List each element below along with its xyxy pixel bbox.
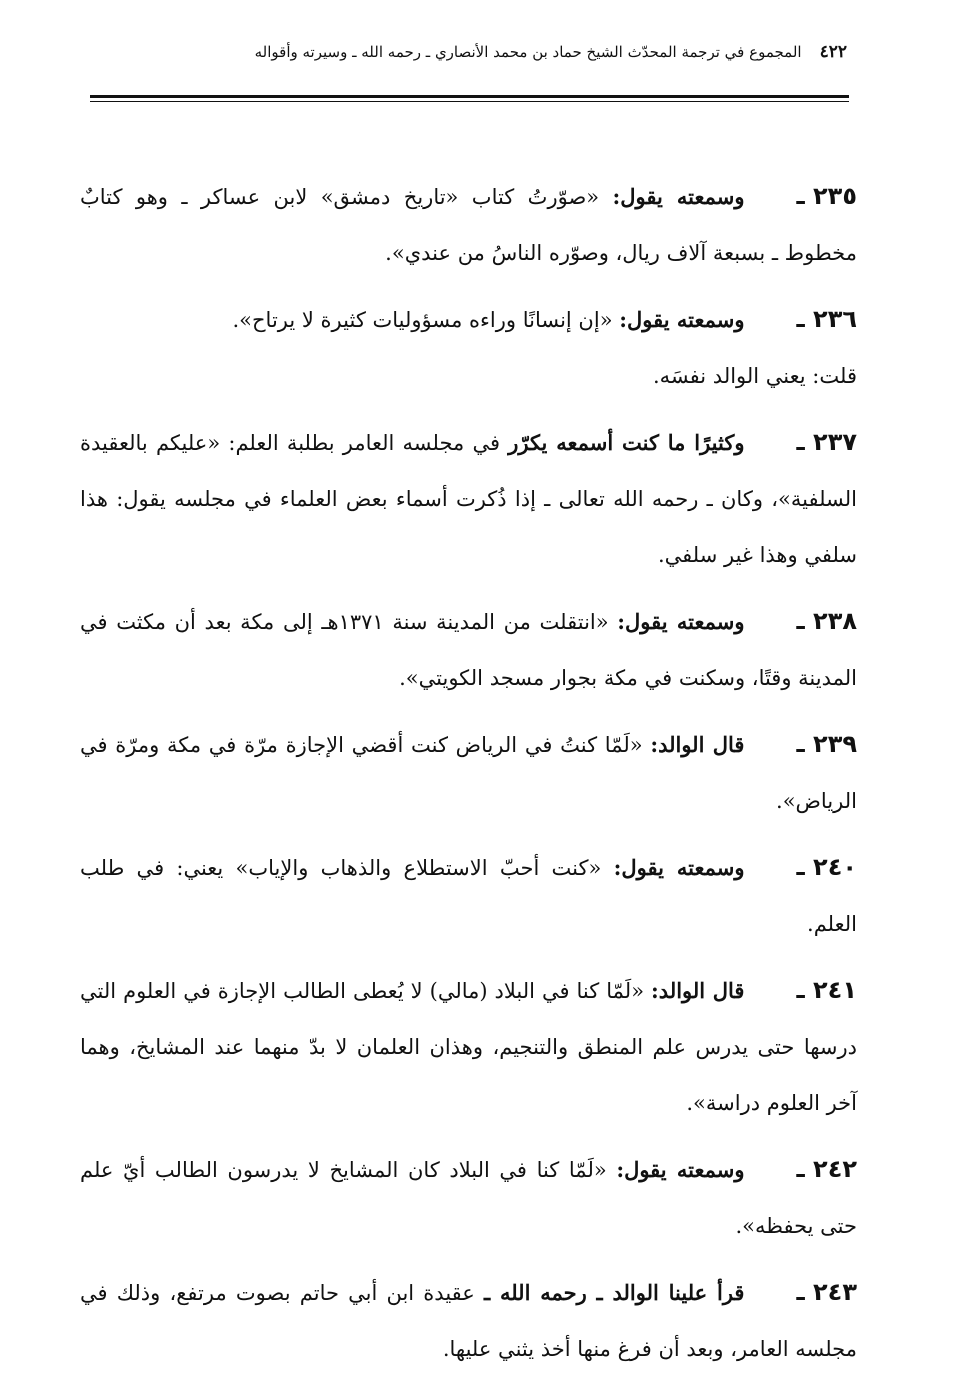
entry-239 [80, 716, 857, 829]
entry-237 [80, 414, 857, 583]
entry-lead: وسمعته يقول: [617, 609, 745, 634]
entry-text: في مجلسه العامر بطلبة العلم: «عليكم بالعقيدة السلفية»، وكان ـ رحمه الله تعالى ـ إذا ذُكرت أسماء بعض العلماء في مجلسه يقول: هذا سلفي وهذا غير سلفي. [80, 431, 857, 567]
page-body [80, 168, 857, 1387]
page-number: ٤٢٢ [819, 42, 847, 62]
entry-paragraph [80, 962, 857, 1131]
entry-lead: قال الوالد: [650, 732, 745, 757]
entry-number: ٢٣٧ ـ [796, 428, 857, 456]
entry-lead: وسمعته يقول: [612, 184, 745, 209]
entry-number: ٢٣٦ ـ [796, 305, 857, 333]
entry-lead: قرأ علينا الوالد ـ رحمه الله ـ [484, 1280, 745, 1305]
entry-paragraph [80, 1264, 857, 1377]
running-header [100, 42, 847, 62]
entry-paragraph [80, 1141, 857, 1254]
entry-text: «إن إنسانًا وراءه مسؤوليات كثيرة لا يرتاح». [232, 308, 613, 332]
entry-238 [80, 593, 857, 706]
entry-text: «كنت أحبّ الاستطلاع والذهاب والإياب» يعني: في طلب العلم. [80, 856, 857, 936]
entry-lead: وسمعته يقول: [613, 855, 745, 880]
entry-paragraph [80, 593, 857, 706]
entry-242 [80, 1141, 857, 1254]
entry-lead: وسمعته يقول: [616, 1157, 745, 1182]
entry-paragraph [80, 168, 857, 281]
entry-paragraph [80, 414, 857, 583]
entry-243 [80, 1264, 857, 1377]
entry-240 [80, 839, 857, 952]
entry-text: «لَمّا كنا في البلاد (مالي) لا يُعطى الطالب الإجازة في العلوم التي درسها حتى يدرس علم المنطق والتنجيم، وهذان العلمان لا بدّ منهما عند المشايخ، وهما آخر العلوم دراسة». [80, 979, 857, 1115]
header-rule-thin [90, 101, 849, 102]
entry-236 [80, 291, 857, 404]
entry-number: ٢٤٢ ـ [796, 1155, 857, 1183]
entry-paragraph [80, 291, 857, 348]
entry-paragraph [80, 716, 857, 829]
entry-lead: وكثيرًا ما كنت أسمعه يكرّر [508, 430, 745, 455]
running-title: المجموع في ترجمة المحدّث الشيخ حماد بن محمد الأنصاري ـ رحمه الله ـ وسيرته وأقواله [254, 43, 802, 61]
entry-paragraph [80, 839, 857, 952]
entry-lead: وسمعته يقول: [619, 307, 745, 332]
entry-text: «صوّرتُ كتاب «تاريخ دمشق» لابن عساكر ـ وهو كتابٌ مخطوط ـ بسبعة آلاف ريال، وصوّره الناسُ من عندي». [80, 185, 857, 265]
entry-text: عقيدة ابن أبي حاتم بصوت مرتفع، وذلك في مجلسه العامر، وبعد أن فرغ منها أخذ يثني عليها. [80, 1281, 857, 1361]
entry-note: قلت: يعني الوالد نفسَه. [652, 364, 857, 388]
entry-lead: قال الوالد: [651, 978, 745, 1003]
entry-number: ٢٣٨ ـ [796, 607, 857, 635]
entry-text: «انتقلت من المدينة سنة ١٣٧١هـ إلى مكة بعد أن مكثت في المدينة وقتًا، وسكنت في مكة بجوار مسجد الكويتي». [80, 610, 857, 690]
entry-number: ٢٤٠ ـ [796, 853, 857, 881]
entry-number: ٢٤١ ـ [796, 976, 857, 1004]
entry-text: «لَمّا كنتُ في الرياض كنت أقضي الإجازة مرّة في مكة ومرّة في الرياض». [80, 733, 857, 813]
entry-235 [80, 168, 857, 281]
entry-text: «لَمّا كنا في البلاد كان المشايخ لا يدرسون الطالب أيّ علم حتى يحفظه». [80, 1158, 857, 1238]
entry-number: ٢٣٩ ـ [796, 730, 857, 758]
entry-number: ٢٣٥ ـ [796, 182, 857, 210]
entry-241 [80, 962, 857, 1131]
entry-number: ٢٤٣ ـ [796, 1278, 857, 1306]
header-rule [90, 95, 849, 98]
